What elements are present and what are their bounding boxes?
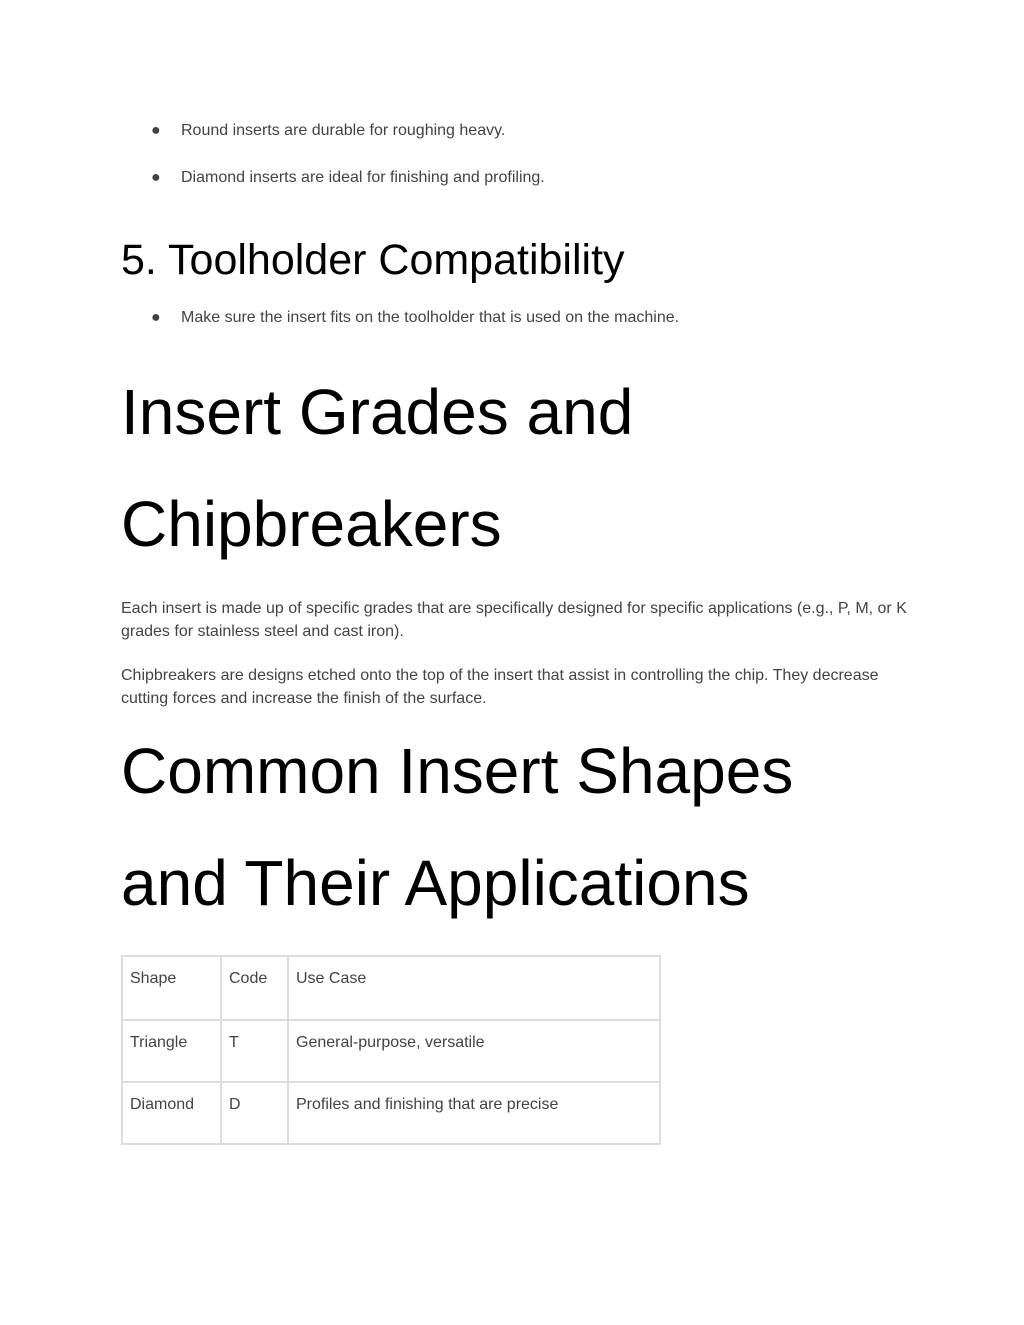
bullet-icon: ● bbox=[151, 309, 161, 326]
table-row bbox=[122, 1082, 660, 1144]
table-cell: Diamond bbox=[122, 1082, 221, 1144]
table-header-row bbox=[122, 956, 660, 1020]
list-item bbox=[121, 119, 545, 143]
table-header-cell: Use Case bbox=[288, 956, 660, 1020]
bullet-icon: ● bbox=[151, 169, 161, 186]
heading-common-insert-shapes: Common Insert Shapes and Their Applications bbox=[121, 735, 794, 919]
list-item bbox=[121, 306, 679, 330]
paragraph-chipbreakers: Chipbreakers are designs etched onto the top of the insert that assist in controlling the chip. They decrease cutting forces and increase the finish of the surface. bbox=[121, 667, 879, 707]
heading-insert-grades: Insert Grades and Chipbreakers bbox=[121, 376, 634, 560]
table-header-cell: Code bbox=[221, 956, 288, 1020]
list-item-text: Diamond inserts are ideal for finishing and profiling. bbox=[181, 169, 545, 186]
list-item-text: Make sure the insert fits on the toolholder that is used on the machine. bbox=[181, 309, 680, 326]
heading-toolholder-compatibility: 5. Toolholder Compatibility bbox=[121, 236, 625, 284]
table-cell: Triangle bbox=[122, 1020, 221, 1082]
bullet-list-insert-shapes bbox=[121, 119, 545, 190]
table-cell: Profiles and finishing that are precise bbox=[288, 1082, 660, 1144]
table-header-cell: Shape bbox=[122, 956, 221, 1020]
list-item-text: Round inserts are durable for roughing heavy. bbox=[181, 122, 506, 139]
bullet-list-toolholder bbox=[121, 306, 679, 330]
table-row bbox=[122, 1020, 660, 1082]
table-cell: D bbox=[221, 1082, 288, 1144]
paragraph-grades: Each insert is made up of specific grades that are specifically designed for specific applications (e.g., P, M, or K grades for stainless steel and cast iron). bbox=[121, 600, 907, 640]
table-cell: General-purpose, versatile bbox=[288, 1020, 660, 1082]
list-item bbox=[121, 166, 545, 190]
table-cell: T bbox=[221, 1020, 288, 1082]
insert-shapes-table bbox=[121, 955, 661, 1145]
bullet-icon: ● bbox=[151, 122, 161, 139]
